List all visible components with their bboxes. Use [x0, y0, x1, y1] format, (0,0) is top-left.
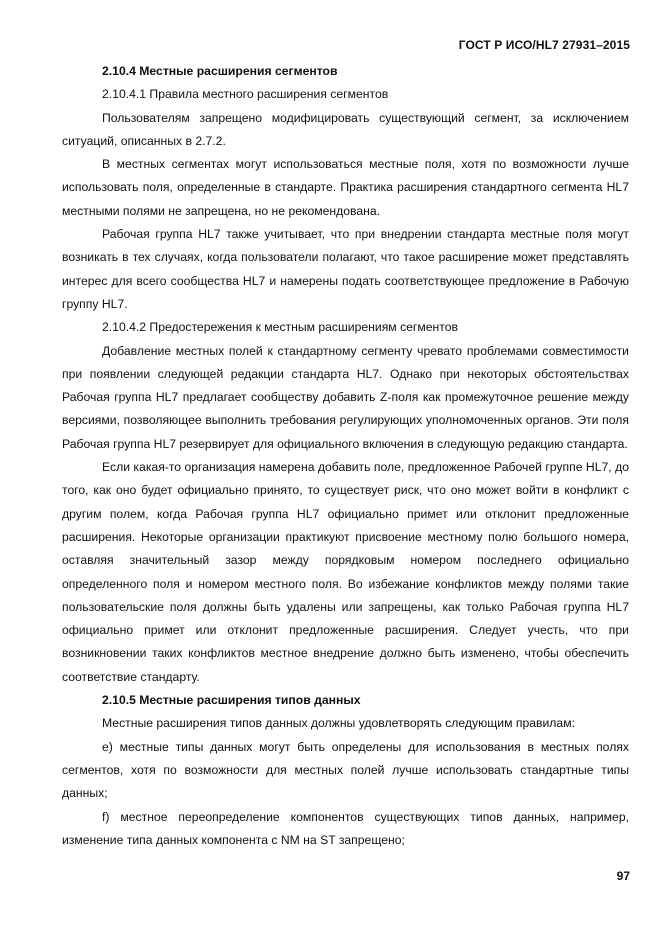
- paragraph: В местных сегментах могут использоваться местные поля, хотя по возможности лучше использовать поля, определенные в стандарте. Практика расширения стандартного сегмента HL7 местными полями не запрещена, но не рекомендована.: [62, 157, 629, 218]
- heading-2-10-5: 2.10.5 Местные расширения типов данных: [102, 693, 361, 708]
- list-item-e: e) местные типы данных могут быть определены для использования в местных полях сегментов, хотя по возможности для местных полей лучше использовать стандартные типы данных;: [62, 739, 629, 801]
- heading-2-10-4: 2.10.4 Местные расширения сегментов: [102, 64, 338, 78]
- subheading-2-10-4-1: 2.10.4.1 Правила местного расширения сегментов: [102, 87, 389, 102]
- paragraph: Рабочая группа HL7 также учитывает, что при внедрении стандарта местные поля могут возникать в тех случаях, когда пользователи полагают, что такое расширение может представлять интерес для всего сообщества HL7 и намерены подать соответствующее предложение в Рабочую группу HL7.: [62, 227, 629, 311]
- subheading-2-10-4-2: 2.10.4.2 Предостережения к местным расширениям сегментов: [102, 320, 458, 335]
- paragraph: Если какая-то организация намерена добавить поле, предложенное Рабочей группе HL7, до того, как оно будет официально принято, то существует риск, что оно может войти в конфликт с другим полем, когда Рабочая группа HL7 официально примет или отклонит предложенные расширения. Некоторые организации практикуют присвоение местному полю большого номера, оставляя значительный зазор между порядковым номером последнего официально определенного поля и номером местного поля. Во избежание конфликтов между полями такие пользовательские поля должны быть удалены или запрещены, как только Рабочая группа HL7 официально примет или отклонит предложенные расширения. Следует учесть, что при возникновении таких конфликтов местное внедрение должно быть изменено, чтобы обеспечить соответствие стандарту.: [62, 460, 629, 684]
- paragraph: Добавление местных полей к стандартному сегменту чревато проблемами совместимости при появлении следующей редакции стандарта HL7. Однако при некоторых обстоятельствах Рабочая группа HL7 предлагает сообществу добавить Z-поля как промежуточное решение между версиями, позволяющее выполнить требования регулирующих уполномоченных органов. Эти поля Рабочая группа HL7 резервирует для официального включения в следующую редакцию стандарта.: [62, 343, 629, 451]
- paragraph: Местные расширения типов данных должны удовлетворять следующим правилам:: [102, 716, 575, 731]
- page-number: 97: [616, 869, 630, 883]
- list-item-f: f) местное переопределение компонентов существующих типов данных, например, изменение типа данных компонента с NM на ST запрещено;: [62, 809, 629, 847]
- paragraph: Пользователям запрещено модифицировать существующий сегмент, за исключением ситуаций, описанных в 2.7.2.: [62, 110, 629, 148]
- running-header: ГОСТ Р ИСО/HL7 27931–2015: [458, 38, 630, 52]
- document-body: [62, 60, 629, 852]
